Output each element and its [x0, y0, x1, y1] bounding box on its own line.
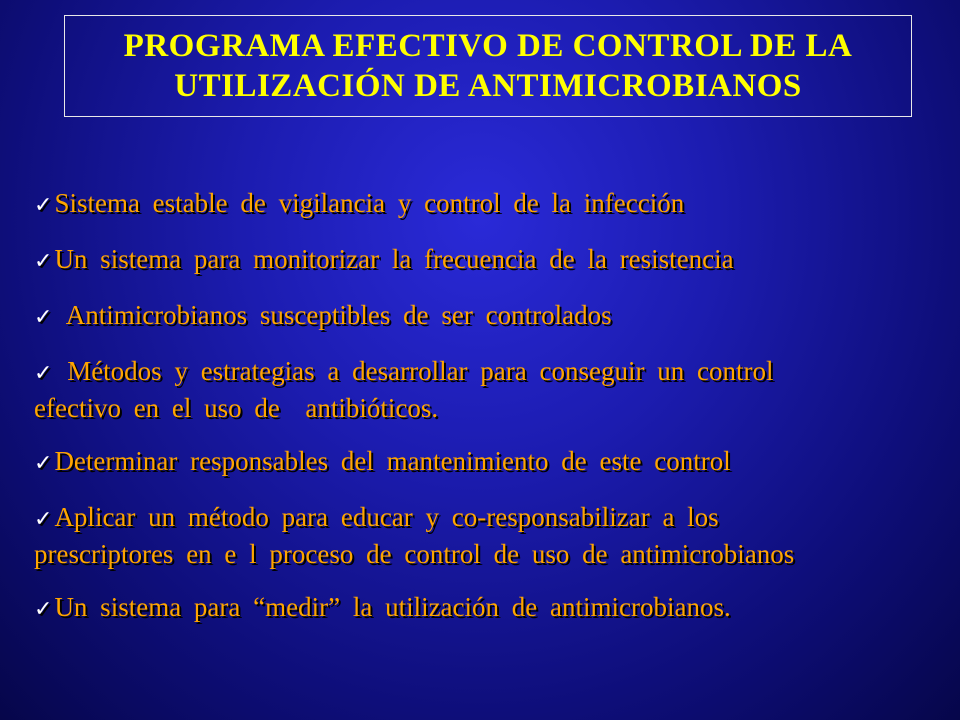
- bullet-text: Antimicrobianos susceptibles de ser controlados: [54, 300, 612, 330]
- bullet-text-line-2: efectivo en el uso de antibióticos.: [34, 393, 439, 423]
- bullet-item: [34, 242, 934, 279]
- bullet-item: [34, 444, 934, 481]
- bullet-list: [34, 186, 934, 646]
- checkmark-icon: ✓: [34, 507, 53, 532]
- checkmark-icon: ✓: [34, 597, 53, 622]
- bullet-text-line-1: Aplicar un método para educar y co-responsabilizar a los: [54, 502, 719, 532]
- bullet-text: Sistema estable de vigilancia y control de la infección: [54, 188, 685, 218]
- bullet-item: [34, 590, 934, 627]
- slide-title-line-2: UTILIZACIÓN DE ANTIMICROBIANOS: [174, 68, 802, 104]
- slide-title-line-1: PROGRAMA EFECTIVO DE CONTROL DE LA: [123, 28, 853, 64]
- checkmark-icon: ✓: [34, 193, 53, 218]
- bullet-item: [34, 298, 934, 335]
- bullet-text: Determinar responsables del mantenimiento de este control: [54, 446, 731, 476]
- checkmark-icon: ✓: [34, 249, 53, 274]
- checkmark-icon: ✓: [34, 361, 53, 386]
- bullet-item: [34, 500, 934, 571]
- bullet-text: Un sistema para “medir” la utilización de antimicrobianos.: [54, 592, 731, 622]
- bullet-text-line-1: Métodos y estrategias a desarrollar para conseguir un control: [54, 356, 774, 386]
- bullet-item: [34, 354, 934, 425]
- bullet-item: [34, 186, 934, 223]
- bullet-text-line-2: prescriptores en e l proceso de control de uso de antimicrobianos: [34, 539, 795, 569]
- checkmark-icon: ✓: [34, 305, 53, 330]
- checkmark-icon: ✓: [34, 451, 53, 476]
- bullet-text: Un sistema para monitorizar la frecuencia de la resistencia: [54, 244, 734, 274]
- title-box: [64, 15, 912, 117]
